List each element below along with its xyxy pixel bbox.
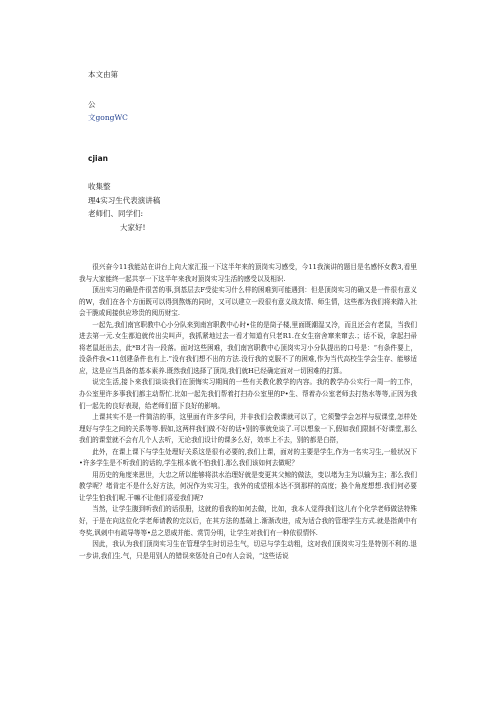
paragraph: 用历史的角度来思世，大忠之所以能够将洪水治理好就是变更其父鲸的做法，变以堵为主为以输为主；那么我们教学呢？堵肯定不是什么好方法，何况作为实习生，我外的成望根本达不到那样的高度；换个角度想想.我们何必要让学生怕我们呢.干嘛不让他们喜爱我们呢?	[79, 470, 417, 502]
paragraph: 顶出实习的确是件很苦的事,到基层去F受徒实习什么样的困难到可能遇到：但是顶岗实习的确又是一件很有意义的W，我们在各个方面既可以得到熬炼的同时，又可以建立一段很有意义战友情、师生情，这些都为我们将来踏入社会干脆或间接供应珍贵的阅历财宝.	[79, 286, 417, 318]
paragraph: 说完生活,接卜来我们谈谈我们在顶悔实习期间的一些有关教化教学的内容。我的教学办公实行一周一的工作，办公室里许多事我们都主动帮忙.比如一起先我们帮着打扫办公室里的P•生、帮着办公室老师去打热水等等,正因为我们一起先的良好表现，给老师们留下良好的影响。	[79, 378, 417, 410]
header-line-2: 公	[88, 100, 96, 109]
paragraph: 一起先,我们南宫职教中心小分队来到南宫职教中心时•住的是筒子楼,里面既潮湿又冷，而且还会有老鼠，当我们进去第一元.女生都迫就传出尖叫声，我抓紧地过去一看才知道有只老R1.在女生宿舍窜来窜去.；话不说，拿起扫帚将老鼠赶出去，此*B才告一段落。面对这些困难，我们南宫职教中心顶岗实习小分队提出的口号是：“有条件要上，没条件我<11创建条件也有上.”没有我们想不出的方法.没行我的克服不了的困难,作为当代高校生学会生存、能够适应，这是应当具备的基本素养.既然我们选择了顶岗,我们就H已经确定面对一切困难的打算。	[79, 320, 417, 375]
greeting: 大家好!	[120, 223, 146, 232]
paragraph: 此外，在课上课下与学生处理好关系这是很有必要的,我们上课，面对的主要是学生,作为一名实习生,一般状况下•许多学生是不听我们的话的,学生根本就不怕我们.那么我们该如何去做呢？	[79, 447, 417, 468]
header-line-4: cjian	[88, 154, 108, 163]
speech-body	[79, 262, 417, 562]
header-line-1: 本文由第	[88, 70, 118, 79]
salutation: 老师们、同学们:	[88, 209, 144, 218]
paragraph: 当然，让学生腹到听我们的话很册，这就的看我的如何去做，比如，我本人觉得我们这儿有个化学老师做法特殊好，于是在向这位化学老师请教的完以后，在其方法的基础上.渐渐改进，成为适合我的管理学生方式.就是指黄中有夸奖,讽刺中有疏导等等•总之恩威并能、赏罚分明，让学生对我们有一种依很情怀.	[79, 505, 417, 537]
paragraph: 上课其实不是一件简洁的事，这里面有许多学问，并非我们会教课就可以了，它须警学会怎样与驭课堂,怎样处理好与学生之间的关系等等.假如,这两样我们做不好的话•别的事就免谈了.可以想象一下,假如我们限制不好课堂,那么我们的课堂就不会有几个人去听，无论我们设计的课多么好，效率上不去，别的都是白搭，	[79, 413, 417, 445]
header-line-3: 文gongWC	[88, 113, 128, 122]
header-line-6: 理4实习生代表演讲稿	[88, 196, 161, 205]
paragraph: 很兴奋今11我能站在讲台上向大家汇报一下这半年来的顶岗实习感受，今11我演讲的题目是名感怀女教3,看里我与大家能终一起共享一下这半年来我对顶岗实习生活的感受以及相识.	[79, 263, 417, 283]
paragraph: 因此，我认为我们顶岗实习生在管理学生时切忌生气，切忌与学生动粗，这对我们顶岗实习生是特别不利的.退一步讲,我们生.气，只是用别人的错误来惩处自己0有人会说，“这些话说	[79, 540, 417, 560]
header-line-5: 收集整	[88, 182, 111, 191]
